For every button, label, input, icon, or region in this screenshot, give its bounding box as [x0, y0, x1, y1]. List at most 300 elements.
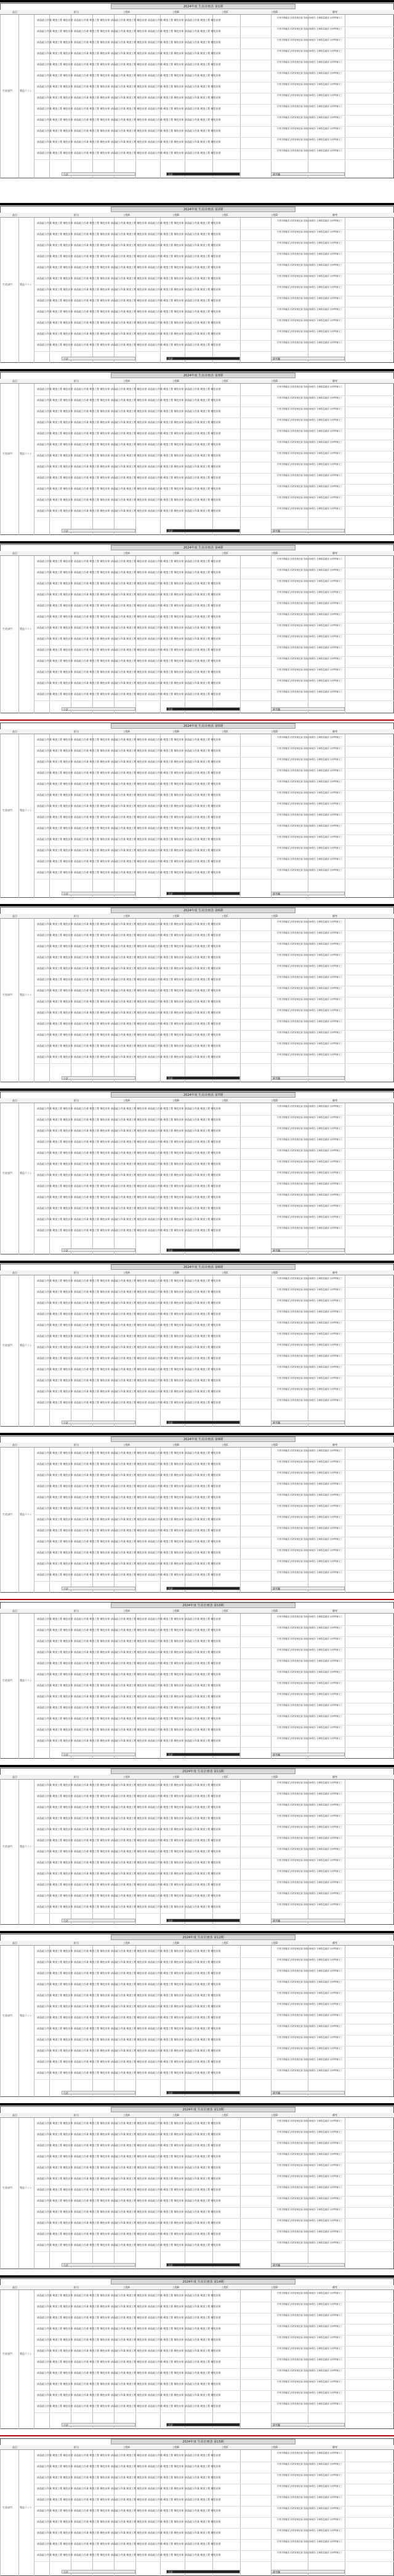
table-cell: 部品組立作業 検査工程 梱包出荷	[111, 1207, 147, 1210]
summary-bar: 小計	[62, 2091, 135, 2094]
table-cell: 部品組立作業 検査工程 梱包出荷	[37, 749, 73, 752]
table-cell: 部品組立作業 検査工程 梱包出荷	[111, 2071, 147, 2074]
table-cell: 部品組立作業 検査工程 梱包出荷	[111, 1033, 147, 1036]
table-cell: 部品組立作業 検査工程 梱包出荷	[37, 96, 73, 99]
column-header: 工程D	[271, 379, 278, 382]
table-cell: 部品組立作業 検査工程 梱包出荷	[74, 782, 110, 785]
table-cell: 部品組立作業 検査工程 梱包出荷	[37, 2305, 73, 2308]
notes-cell: 作業手順確認 品質管理記録 設備点検報告 在庫数量確認 出荷準備完了	[277, 1460, 343, 1463]
summary-bar: 合計	[166, 1076, 240, 1080]
table-cell: 部品組立作業 検査工程 梱包出荷	[111, 2243, 147, 2246]
grid-row-line	[34, 1287, 394, 1288]
table-cell: 部品組立作業 検査工程 梱包出荷	[74, 1651, 110, 1654]
grid-column-line	[18, 734, 19, 898]
table-cell: 部品組立作業 検査工程 梱包出荷	[37, 1000, 73, 1003]
table-cell: 部品組立作業 検査工程 梱包出荷	[148, 1129, 184, 1132]
notes-cell: 作業手順確認 品質管理記録 設備点検報告 在庫数量確認 出荷準備完了	[277, 1171, 343, 1174]
summary-bar: 合計	[166, 1753, 240, 1756]
column-header-row	[0, 379, 394, 384]
table-cell: 部品組立作業 検査工程 梱包出荷	[74, 2553, 110, 2556]
summary-bar: 小計	[62, 357, 135, 360]
table-cell: 部品組立作業 検査工程 梱包出荷	[74, 2199, 110, 2202]
notes-cell: 作業手順確認 品質管理記録 設備点検報告 在庫数量確認 出荷準備完了	[277, 430, 343, 432]
table-cell: 部品組立作業 検査工程 梱包出荷	[74, 1949, 110, 1952]
table-cell: 部品組立作業 検査工程 梱包出荷	[111, 2349, 147, 2352]
table-cell: 部品組立作業 検査工程 梱包出荷	[111, 1518, 147, 1521]
table-cell: 部品組立作業 検査工程 梱包出荷	[37, 1279, 73, 1282]
table-cell: 部品組立作業 検査工程 梱包出荷	[185, 1883, 221, 1886]
table-cell: 部品組立作業 検査工程 梱包出荷	[148, 1639, 184, 1643]
department-label: 生産部門	[2, 283, 12, 286]
notes-cell: 作業手順確認 品質管理記録 設備点検報告 在庫数量確認 出荷準備完了	[277, 1693, 343, 1695]
table-cell: 部品組立作業 検査工程 梱包出荷	[74, 63, 110, 66]
table-cell: 部品組立作業 検査工程 梱包出荷	[74, 1451, 110, 1454]
table-cell: 部品組立作業 検査工程 梱包出荷	[148, 1334, 184, 1338]
table-cell: 部品組立作業 検査工程 梱包出荷	[148, 1905, 184, 1908]
table-cell: 部品組立作業 検査工程 梱包出荷	[111, 2155, 147, 2158]
table-cell: 部品組立作業 検査工程 梱包出荷	[185, 1817, 221, 1820]
table-cell: 部品組立作業 検査工程 梱包出荷	[148, 2243, 184, 2246]
grid-column-line	[240, 919, 241, 1082]
table-cell: 部品組立作業 検査工程 梱包出荷	[185, 1129, 221, 1132]
grid-row-line	[34, 2335, 394, 2336]
table-cell: 部品組立作業 検査工程 梱包出荷	[37, 410, 73, 413]
table-cell: 部品組立作業 検査工程 梱包出荷	[111, 321, 147, 324]
column-header: 担当	[74, 10, 79, 14]
table-cell: 部品組立作業 検査工程 梱包出荷	[37, 1107, 73, 1110]
table-cell: 部品組立作業 検査工程 梱包出荷	[74, 1739, 110, 1742]
table-cell: 部品組立作業 検査工程 梱包出荷	[185, 1507, 221, 1510]
table-cell: 部品組立作業 検査工程 梱包出荷	[148, 692, 184, 696]
table-cell: 部品組立作業 検査工程 梱包出荷	[111, 593, 147, 596]
table-cell: 部品組立作業 検査工程 梱包出荷	[74, 2243, 110, 2246]
table-cell: 部品組立作業 検査工程 梱包出荷	[111, 18, 147, 22]
table-cell: 部品組立作業 検査工程 梱包出荷	[74, 1229, 110, 1232]
table-cell: 部品組立作業 検査工程 梱包出荷	[185, 1828, 221, 1831]
table-cell: 部品組立作業 検査工程 梱包出荷	[74, 1894, 110, 1897]
grid-row-line	[34, 2357, 394, 2358]
table-cell: 部品組立作業 検査工程 梱包出荷	[37, 1684, 73, 1687]
table-cell: 部品組立作業 検査工程 梱包出荷	[185, 692, 221, 696]
table-cell: 部品組立作業 検査工程 梱包出荷	[185, 1401, 221, 1404]
table-cell: 部品組立作業 検査工程 梱包出荷	[185, 1368, 221, 1371]
table-cell: 部品組立作業 検査工程 梱包出荷	[148, 221, 184, 224]
grid-row-line	[34, 1813, 394, 1814]
grid-row-line	[34, 1192, 394, 1193]
table-cell: 部品組立作業 検査工程 梱包出荷	[37, 989, 73, 992]
notes-cell: 作業手順確認 品質管理記録 設備点検報告 在庫数量確認 出荷準備完了	[277, 657, 343, 660]
table-cell: 部品組立作業 検査工程 梱包出荷	[111, 2049, 147, 2052]
column-header: 工程B	[172, 2286, 179, 2289]
table-cell: 部品組立作業 検査工程 梱包出荷	[185, 1972, 221, 1975]
notes-cell: 作業手順確認 品質管理記録 設備点検報告 在庫数量確認 出荷準備完了	[277, 2540, 343, 2543]
table-cell: 部品組立作業 検査工程 梱包出荷	[37, 118, 73, 121]
table-cell: 部品組立作業 検査工程 梱包出荷	[111, 1279, 147, 1282]
notes-cell: 作業手順確認 品質管理記録 設備点検報告 在庫数量確認 出荷準備完了	[277, 1494, 343, 1496]
column-header: 工程B	[172, 1609, 179, 1612]
table-cell: 部品組立作業 検査工程 梱包出荷	[37, 648, 73, 651]
table-cell: 部品組立作業 検査工程 梱包出荷	[37, 2177, 73, 2180]
notes-cell: 作業手順確認 品質管理記録 設備点検報告 在庫数量確認 出荷準備完了	[277, 2186, 343, 2189]
grid-column-line	[212, 2290, 213, 2429]
table-cell: 部品組立作業 検査工程 梱包出荷	[148, 838, 184, 841]
department-label: 生産部門	[2, 452, 12, 455]
table-cell: 部品組立作業 検査工程 梱包出荷	[74, 52, 110, 55]
summary-bar: 備考欄	[271, 2263, 345, 2267]
table-cell: 部品組立作業 検査工程 梱包出荷	[111, 1739, 147, 1742]
table-cell: 部品組立作業 検査工程 梱包出荷	[111, 1960, 147, 1964]
grid-row-line	[34, 2218, 394, 2219]
table-cell: 部品組立作業 検査工程 梱包出荷	[74, 2487, 110, 2490]
column-header: 品目	[12, 1099, 17, 1102]
table-cell: 部品組立作業 検査工程 梱包出荷	[185, 1949, 221, 1952]
table-cell: 部品組立作業 検査工程 梱包出荷	[37, 2393, 73, 2396]
grid-row-line	[34, 2379, 394, 2380]
table-cell: 部品組立作業 検査工程 梱包出荷	[37, 956, 73, 959]
table-cell: 部品組立作業 検査工程 梱包出荷	[37, 277, 73, 280]
notes-cell: 作業手順確認 品質管理記録 設備点検報告 在庫数量確認 出荷準備完了	[277, 2014, 343, 2016]
table-cell: 部品組立作業 検査工程 梱包出荷	[111, 1783, 147, 1786]
table-cell: 部品組立作業 検査工程 梱包出荷	[148, 2060, 184, 2063]
table-cell: 部品組立作業 検査工程 梱包出荷	[74, 1507, 110, 1510]
notes-cell: 作業手順確認 品質管理記録 設備点検報告 在庫数量確認 出荷準備完了	[277, 635, 343, 638]
table-cell: 部品組立作業 検査工程 梱包出荷	[185, 1839, 221, 1842]
table-cell: 部品組立作業 検査工程 梱包出荷	[111, 604, 147, 607]
table-cell: 部品組立作業 検査工程 梱包出荷	[37, 1484, 73, 1488]
table-cell: 部品組立作業 検査工程 梱包出荷	[185, 2531, 221, 2534]
notes-cell: 作業手順確認 品質管理記録 設備点検報告 在庫数量確認 出荷準備完了	[277, 1538, 343, 1540]
table-cell: 部品組立作業 検査工程 梱包出荷	[74, 1551, 110, 1554]
notes-cell: 作業手順確認 品質管理記録 設備点検報告 在庫数量確認 出荷準備完了	[277, 408, 343, 410]
line-label: 製造ライン	[20, 809, 32, 812]
table-cell: 部品組立作業 検査工程 梱包出荷	[74, 670, 110, 673]
table-cell: 部品組立作業 検査工程 梱包出荷	[185, 989, 221, 992]
table-cell: 部品組立作業 検査工程 梱包出荷	[37, 321, 73, 324]
table-cell: 部品組立作業 検査工程 梱包出荷	[111, 1496, 147, 1499]
table-cell: 部品組立作業 検査工程 梱包出荷	[37, 1162, 73, 1165]
column-header: 備考	[332, 552, 337, 555]
table-cell: 部品組立作業 検査工程 梱包出荷	[148, 1473, 184, 1476]
section-title: 2024年度 生産計画表 第4期	[111, 545, 296, 550]
notes-cell: 作業手順確認 品質管理記録 設備点検報告 在庫数量確認 出荷準備完了	[277, 2463, 343, 2465]
table-cell: 部品組立作業 検査工程 梱包出荷	[185, 1044, 221, 1047]
table-cell: 部品組立作業 検査工程 梱包出荷	[185, 1894, 221, 1897]
table-cell: 部品組立作業 検査工程 梱包出荷	[148, 1390, 184, 1393]
table-cell: 部品組立作業 検査工程 梱包出荷	[37, 593, 73, 596]
table-cell: 部品組立作業 検査工程 梱包出荷	[37, 151, 73, 154]
summary-bar: 備考欄	[271, 1919, 345, 1922]
table-cell: 部品組立作業 検査工程 梱包出荷	[74, 1861, 110, 1864]
table-cell: 部品組立作業 検査工程 梱包出荷	[148, 933, 184, 937]
table-cell: 部品組立作業 検査工程 梱包出荷	[37, 1639, 73, 1643]
notes-cell: 作業手順確認 品質管理記録 設備点検報告 在庫数量確認 出荷準備完了	[277, 2325, 343, 2328]
table-cell: 部品組立作業 検査工程 梱包出荷	[148, 1044, 184, 1047]
table-cell: 部品組立作業 検査工程 梱包出荷	[37, 52, 73, 55]
column-header: 担当	[74, 730, 79, 733]
table-cell: 部品組立作業 検査工程 梱包出荷	[148, 1107, 184, 1110]
table-cell: 部品組立作業 検査工程 梱包出荷	[185, 738, 221, 741]
table-cell: 部品組立作業 検査工程 梱包出荷	[37, 244, 73, 247]
table-cell: 部品組立作業 検査工程 梱包出荷	[185, 1628, 221, 1631]
notes-cell: 作業手順確認 品質管理記録 設備点検報告 在庫数量確認 出荷準備完了	[277, 308, 343, 311]
table-cell: 部品組立作業 検査工程 梱包出荷	[148, 1496, 184, 1499]
table-cell: 部品組立作業 検査工程 梱包出荷	[185, 2338, 221, 2341]
table-cell: 部品組立作業 検査工程 梱包出荷	[185, 1861, 221, 1864]
grid-row-line	[34, 801, 394, 802]
table-cell: 部品組立作業 検査工程 梱包出荷	[74, 1401, 110, 1404]
table-cell: 部品組立作業 検査工程 梱包出荷	[185, 1551, 221, 1554]
table-cell: 部品組立作業 検査工程 梱包出荷	[148, 2027, 184, 2030]
summary-bar: 合計	[166, 1248, 240, 1252]
table-cell: 部品組立作業 検査工程 梱包出荷	[111, 1140, 147, 1143]
table-cell: 部品組立作業 検査工程 梱包出荷	[74, 626, 110, 629]
table-cell: 部品組立作業 検査工程 梱包出荷	[185, 956, 221, 959]
section-divider	[0, 2275, 394, 2278]
column-header: 担当	[74, 2286, 79, 2289]
grid-row-line	[34, 126, 394, 127]
table-cell: 部品組立作業 検査工程 梱包出荷	[74, 1828, 110, 1831]
summary-bar: 備考欄	[271, 1753, 345, 1756]
table-cell: 部品組立作業 検査工程 梱包出荷	[74, 2531, 110, 2534]
table-cell: 部品組立作業 検査工程 梱包出荷	[111, 1540, 147, 1543]
table-cell: 部品組立作業 検査工程 梱包出荷	[111, 266, 147, 269]
summary-bar: 備考欄	[271, 892, 345, 895]
table-cell: 部品組立作業 検査工程 梱包出荷	[37, 849, 73, 852]
column-header: 工程C	[222, 1941, 228, 1944]
table-cell: 部品組立作業 検査工程 梱包出荷	[111, 1817, 147, 1820]
table-cell: 部品組立作業 検査工程 梱包出荷	[37, 2498, 73, 2501]
table-cell: 部品組立作業 検査工程 梱包出荷	[37, 2371, 73, 2374]
table-cell: 部品組立作業 検査工程 梱包出荷	[185, 255, 221, 258]
table-cell: 部品組立作業 検査工程 梱包出荷	[185, 443, 221, 446]
table-cell: 部品組立作業 検査工程 梱包出荷	[185, 487, 221, 490]
table-cell: 部品組立作業 検査工程 梱包出荷	[185, 604, 221, 607]
table-cell: 部品組立作業 検査工程 梱包出荷	[37, 659, 73, 662]
grid-row-line	[34, 340, 394, 341]
column-header: 品目	[12, 1443, 17, 1446]
table-cell: 部品組立作業 検査工程 梱包出荷	[111, 1983, 147, 1986]
notes-cell: 作業手順確認 品質管理記録 設備点検報告 在庫数量確認 出荷準備完了	[277, 976, 343, 978]
table-cell: 部品組立作業 検査工程 梱包出荷	[185, 1462, 221, 1465]
table-cell: 部品組立作業 検査工程 梱包出荷	[74, 2338, 110, 2341]
table-cell: 部品組立作業 検査工程 梱包出荷	[185, 1673, 221, 1676]
table-cell: 部品組立作業 検査工程 梱包出荷	[148, 2498, 184, 2501]
table-cell: 部品組立作業 検査工程 梱包出荷	[148, 1033, 184, 1036]
table-cell: 部品組立作業 検査工程 梱包出荷	[111, 793, 147, 796]
table-cell: 部品組立作業 検査工程 梱包出荷	[111, 922, 147, 925]
table-cell: 部品組立作業 検査工程 梱包出荷	[148, 1323, 184, 1326]
table-cell: 部品組立作業 検査工程 梱包出荷	[37, 692, 73, 696]
table-cell: 部品組立作業 検査工程 梱包出荷	[74, 1850, 110, 1853]
table-cell: 部品組立作業 検査工程 梱包出荷	[111, 648, 147, 651]
table-cell: 部品組立作業 検査工程 梱包出荷	[37, 604, 73, 607]
column-header: 工程C	[222, 379, 228, 382]
table-cell: 部品組立作業 検査工程 梱包出荷	[37, 1462, 73, 1465]
notes-cell: 作業手順確認 品質管理記録 設備点検報告 在庫数量確認 出荷準備完了	[277, 998, 343, 1001]
notes-cell: 作業手順確認 品質管理記録 設備点検報告 在庫数量確認 出荷準備完了	[277, 691, 343, 693]
grid-row-line	[34, 1170, 394, 1171]
table-cell: 部品組立作業 検査工程 梱包出荷	[74, 967, 110, 970]
grid-row-line	[34, 351, 394, 352]
column-header-row	[0, 2285, 394, 2290]
table-cell: 部品組立作業 検査工程 梱包出荷	[74, 454, 110, 457]
column-header-row	[0, 551, 394, 556]
table-cell: 部品組立作業 検査工程 梱包出荷	[37, 2122, 73, 2125]
table-cell: 部品組立作業 検査工程 梱包出荷	[148, 476, 184, 479]
table-cell: 部品組立作業 検査工程 梱包出荷	[185, 1195, 221, 1199]
table-cell: 部品組立作業 検査工程 梱包出荷	[111, 85, 147, 88]
table-cell: 部品組立作業 検査工程 梱包出荷	[185, 871, 221, 874]
column-header: 工程A	[123, 1609, 130, 1612]
summary-bar: 合計	[166, 707, 240, 711]
grid-row-line	[34, 473, 394, 474]
grid-row-line	[34, 484, 394, 485]
grid-row-line	[34, 2185, 394, 2186]
table-cell: 部品組立作業 検査工程 梱包出荷	[37, 1905, 73, 1908]
table-cell: 部品組立作業 検査工程 梱包出荷	[37, 1334, 73, 1338]
grid-row-line	[34, 823, 394, 824]
summary-bar: 小計	[62, 707, 135, 711]
table-cell: 部品組立作業 検査工程 梱包出荷	[148, 1628, 184, 1631]
table-cell: 部品組立作業 検査工程 梱包出荷	[74, 1207, 110, 1210]
notes-cell: 作業手順確認 品質管理記録 設備点検報告 在庫数量確認 出荷準備完了	[277, 1615, 343, 1618]
table-cell: 部品組立作業 検査工程 梱包出荷	[74, 1334, 110, 1338]
section-title: 2024年度 生産計画表 第11期	[111, 1769, 296, 1774]
column-header: 工程B	[172, 2114, 179, 2117]
table-cell: 部品組立作業 検査工程 梱包出荷	[111, 760, 147, 763]
section-divider	[0, 1765, 394, 1767]
table-cell: 部品組立作業 検査工程 梱包出荷	[37, 2166, 73, 2169]
table-cell: 部品組立作業 検査工程 梱包出荷	[74, 989, 110, 992]
table-cell: 部品組立作業 検査工程 梱包出荷	[148, 860, 184, 863]
table-cell: 部品組立作業 検査工程 梱包出荷	[111, 454, 147, 457]
column-header: 工程A	[123, 213, 130, 216]
grid-row-line	[34, 678, 394, 679]
column-header: 工程D	[271, 1099, 278, 1102]
column-header: 備考	[332, 1609, 337, 1612]
grid-row-line	[34, 1052, 394, 1053]
table-cell: 部品組立作業 検査工程 梱包出荷	[185, 1151, 221, 1154]
grid-column-line	[114, 2290, 115, 2429]
notes-cell: 作業手順確認 品質管理記録 設備点検報告 在庫数量確認 出荷準備完了	[277, 275, 343, 277]
table-cell: 部品組立作業 検査工程 梱包出荷	[148, 487, 184, 490]
grid-column-line	[0, 1103, 1, 1254]
table-cell: 部品組立作業 検査工程 梱包出荷	[74, 129, 110, 132]
table-cell: 部品組立作業 検査工程 梱包出荷	[37, 860, 73, 863]
table-cell: 部品組立作業 検査工程 梱包出荷	[111, 509, 147, 512]
summary-bar: 小計	[62, 2263, 135, 2267]
notes-cell: 作業手順確認 品質管理記録 設備点検報告 在庫数量確認 出荷準備完了	[277, 474, 343, 477]
table-cell: 部品組立作業 検査工程 梱包出荷	[111, 1218, 147, 1221]
summary-bar: 備考欄	[271, 2091, 345, 2094]
table-cell: 部品組立作業 検査工程 梱包出荷	[74, 30, 110, 33]
table-cell: 部品組立作業 検査工程 梱包出荷	[148, 1983, 184, 1986]
grid-row-line	[34, 1181, 394, 1182]
table-cell: 部品組立作業 検査工程 梱包出荷	[111, 387, 147, 390]
column-header: 工程D	[271, 552, 278, 555]
table-cell: 部品組立作業 検査工程 梱包出荷	[74, 2316, 110, 2319]
table-cell: 部品組立作業 検査工程 梱包出荷	[185, 615, 221, 618]
table-cell: 部品組立作業 検査工程 梱包出荷	[111, 1473, 147, 1476]
table-cell: 部品組立作業 検査工程 梱包出荷	[74, 604, 110, 607]
summary-bar: 合計	[166, 2091, 240, 2094]
grid-row-line	[34, 689, 394, 690]
notes-cell: 作業手順確認 品質管理記録 設備点検報告 在庫数量確認 出荷準備完了	[277, 2208, 343, 2211]
table-cell: 部品組立作業 検査工程 梱包出荷	[37, 1357, 73, 1360]
grid-row-line	[34, 634, 394, 635]
grid-column-line	[49, 2290, 50, 2429]
grid-row-line	[34, 2528, 394, 2529]
table-cell: 部品組立作業 検査工程 梱包出荷	[185, 1279, 221, 1282]
table-cell: 部品組立作業 検査工程 梱包出荷	[111, 571, 147, 574]
table-cell: 部品組立作業 検査工程 梱包出荷	[74, 760, 110, 763]
table-cell: 部品組立作業 検査工程 梱包出荷	[74, 244, 110, 247]
table-cell: 部品組立作業 検査工程 梱包出荷	[37, 2243, 73, 2246]
table-cell: 部品組立作業 検査工程 梱包出荷	[37, 2210, 73, 2213]
table-cell: 部品組立作業 検査工程 梱包出荷	[74, 2016, 110, 2019]
department-label: 生産部門	[2, 89, 12, 92]
notes-cell: 作業手順確認 品質管理記録 設備点検報告 在庫数量確認 出荷準備完了	[277, 2496, 343, 2499]
grid-row-line	[34, 834, 394, 835]
table-cell: 部品組立作業 検査工程 梱包出荷	[37, 967, 73, 970]
table-cell: 部品組立作業 検査工程 梱包出荷	[148, 1022, 184, 1025]
table-cell: 部品組立作業 検査工程 梱包出荷	[37, 30, 73, 33]
table-cell: 部品組立作業 検査工程 梱包出荷	[37, 1345, 73, 1349]
table-cell: 部品組立作業 検査工程 梱包出荷	[37, 454, 73, 457]
table-cell: 部品組立作業 検査工程 梱包出荷	[185, 332, 221, 335]
table-cell: 部品組立作業 検査工程 梱包出荷	[74, 922, 110, 925]
table-cell: 部品組立作業 検査工程 梱包出荷	[37, 681, 73, 684]
grid-column-line	[18, 1780, 19, 1925]
notes-cell: 作業手順確認 品質管理記録 設備点検報告 在庫数量確認 出荷準備完了	[277, 341, 343, 344]
table-cell: 部品組立作業 検査工程 梱包出荷	[148, 454, 184, 457]
section-title: 2024年度 生産計画表 第13期	[111, 2107, 296, 2112]
notes-cell: 作業手順確認 品質管理記録 設備点検報告 在庫数量確認 出荷準備完了	[277, 1366, 343, 1368]
column-header: 品目	[12, 2446, 17, 2449]
table-cell: 部品組立作業 検査工程 梱包出荷	[74, 871, 110, 874]
line-label: 製造ライン	[20, 1171, 32, 1175]
table-cell: 部品組立作業 検査工程 梱包出荷	[74, 410, 110, 413]
table-cell: 部品組立作業 検査工程 梱包出荷	[111, 2382, 147, 2385]
table-cell: 部品組立作業 検査工程 梱包出荷	[74, 1357, 110, 1360]
table-cell: 部品組立作業 検査工程 梱包出荷	[148, 2210, 184, 2213]
grid-column-line	[240, 1614, 241, 1759]
table-cell: 部品組立作業 検査工程 梱包出荷	[74, 1540, 110, 1543]
table-cell: 部品組立作業 検査工程 梱包出荷	[37, 2049, 73, 2052]
notes-cell: 作業手順確認 品質管理記録 設備点検報告 在庫数量確認 出荷準備完了	[277, 2551, 343, 2554]
notes-cell: 作業手順確認 品質管理記録 設備点検報告 在庫数量確認 出荷準備完了	[277, 61, 343, 63]
table-cell: 部品組立作業 検査工程 梱包出荷	[148, 288, 184, 291]
column-header-row	[0, 729, 394, 734]
table-cell: 部品組立作業 検査工程 梱包出荷	[111, 2360, 147, 2363]
notes-cell: 作業手順確認 品質管理記録 設備点検報告 在庫数量確認 出荷準備完了	[277, 569, 343, 571]
table-cell: 部品組立作業 検査工程 梱包出荷	[37, 838, 73, 841]
grid-column-line	[0, 2290, 1, 2429]
column-header-row	[0, 914, 394, 919]
table-cell: 部品組立作業 検査工程 梱包出荷	[148, 2038, 184, 2041]
table-cell: 部品組立作業 検査工程 梱包出荷	[111, 343, 147, 346]
table-cell: 部品組立作業 検査工程 梱包出荷	[37, 1173, 73, 1176]
table-cell: 部品組立作業 検査工程 梱包出荷	[148, 2166, 184, 2169]
table-cell: 部品組立作業 検査工程 梱包出荷	[37, 1894, 73, 1897]
table-cell: 部品組立作業 検査工程 梱包出荷	[111, 1562, 147, 1565]
table-cell: 部品組立作業 検査工程 梱包出荷	[185, 967, 221, 970]
column-header: 担当	[74, 1609, 79, 1612]
table-cell: 部品組立作業 検査工程 梱包出荷	[148, 945, 184, 948]
column-header: 工程D	[271, 2286, 278, 2289]
grid-row-line	[34, 1968, 394, 1969]
table-cell: 部品組立作業 検査工程 梱包出荷	[74, 498, 110, 501]
